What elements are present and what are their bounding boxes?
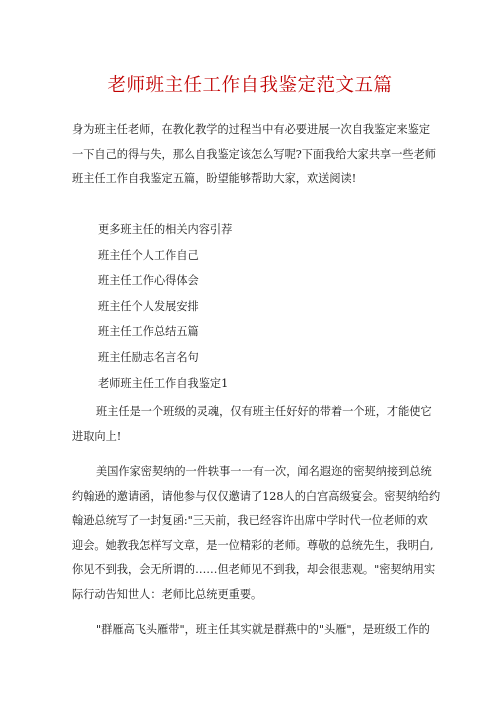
body-line: 美国作家密契纳的一件轶事一一有一次，闻名遐迩的密契纳接到总统 xyxy=(96,465,432,478)
body-line: 翰逊总统写了一封复函:"三天前，我已经容许出席中学时代一位老师的欢 xyxy=(72,514,428,527)
body-line: 迎会。她教我怎样写文章，是一位精彩的老师。尊敬的总统先生，我明白, xyxy=(72,538,434,552)
intro-paragraph xyxy=(72,118,434,192)
intro-line: 班主任工作自我鉴定五篇，盼望能够帮助大家，欢送阅读! xyxy=(72,172,357,185)
body-line: 你见不到我，会无所谓的……但老师见不到我，却会很悲观。"密契纳用实 xyxy=(72,563,436,576)
related-link[interactable]: 班主任励志名言名句 xyxy=(98,350,199,364)
body-paragraph-1 xyxy=(72,400,434,449)
related-link[interactable]: 班主任个人工作自己 xyxy=(98,248,199,262)
document-title: 老师班主任工作自我鉴定范文五篇 xyxy=(107,75,393,96)
related-links-heading: 更多班主任的相关内容引荐 xyxy=(98,223,233,236)
body-paragraph-3 xyxy=(72,618,434,643)
section-heading: 老师班主任工作自我鉴定1 xyxy=(98,376,229,390)
related-link[interactable]: 班主任工作总结五篇 xyxy=(98,325,199,339)
intro-line: 身为班主任老师，在教化教学的过程当中有必要进展一次自我鉴定来鉴定 xyxy=(72,123,431,136)
related-link[interactable]: 班主任个人发展安排 xyxy=(98,299,199,313)
intro-line: 一下自己的得与失，那么自我鉴定该怎么写呢?下面我给大家共享一些老师 xyxy=(72,147,436,161)
body-paragraph-2 xyxy=(72,460,441,607)
body-line: "群雁高飞头雁带"，班主任其实就是群燕中的"头雁"，是班级工作的 xyxy=(96,623,430,636)
body-line: 进取向上! xyxy=(72,429,122,443)
related-links-list xyxy=(98,217,428,396)
body-line: 际行动告知世人：老师比总统更重要。 xyxy=(72,587,263,601)
related-link[interactable]: 班主任工作心得体会 xyxy=(98,274,199,288)
body-line: 班主任是一个班级的灵魂，仅有班主任好好的带着一个班，才能使它 xyxy=(96,405,432,418)
body-line: 约翰逊的邀请函，请他参与仅仅邀请了128人的白宫高级宴会。密契纳给约 xyxy=(72,489,441,503)
